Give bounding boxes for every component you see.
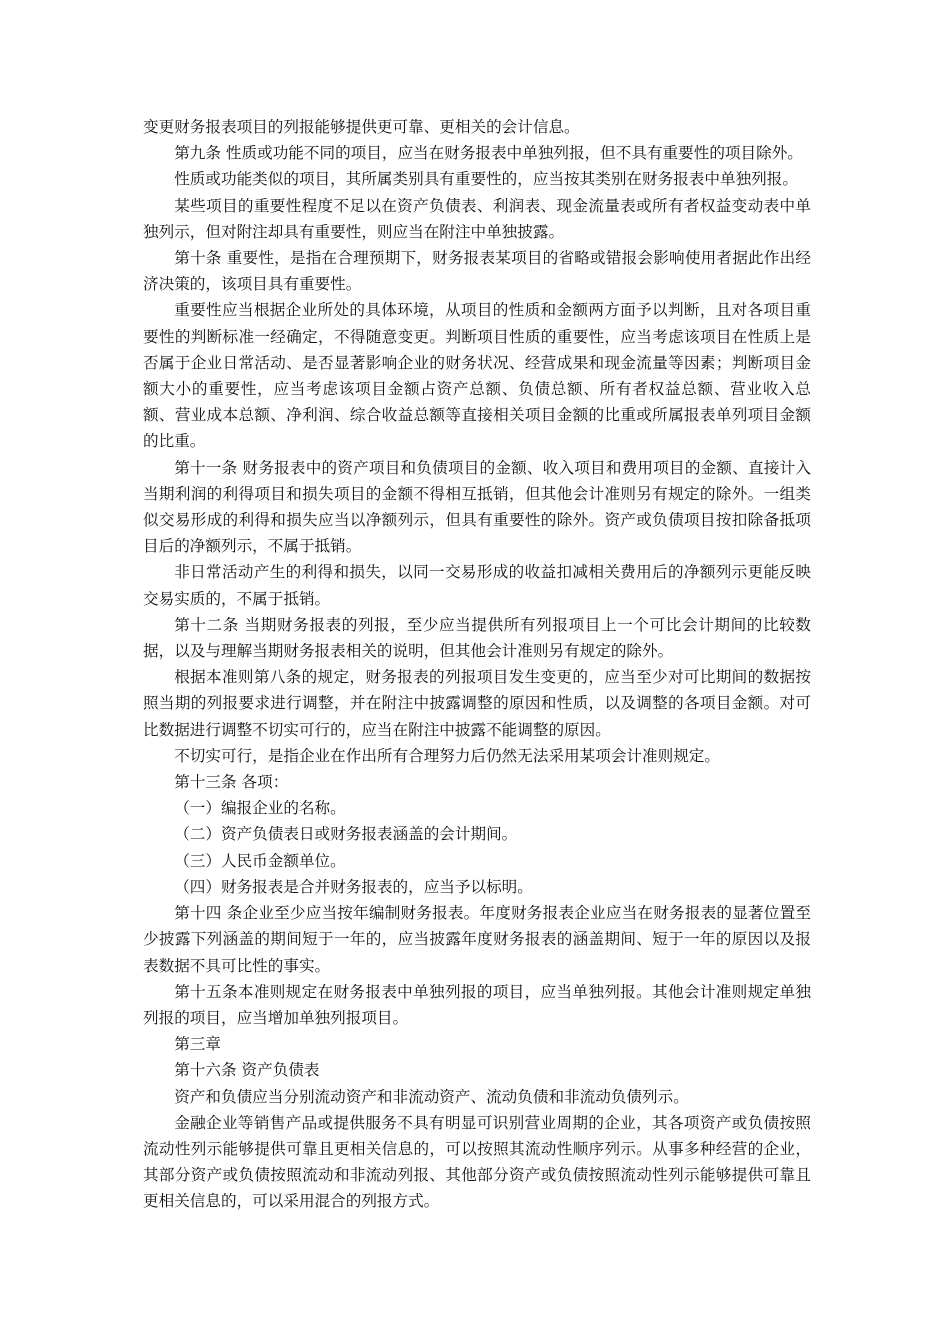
paragraph-article-14: 第十四 条企业至少应当按年编制财务报表。年度财务报表企业应当在财务报表的显著位置至少披露下列涵盖的期间短于一年的，应当披露年度财务报表的涵盖期间、短于一年的原因以及报表数据不具可比性的事实。 [143,904,811,975]
section-heading: 第十六条 资产负债表 [174,1061,320,1080]
list-item: （二）资产负债表日或财务报表涵盖的会计期间。 [174,825,518,844]
paragraph: 根据本准则第八条的规定，财务报表的列报项目发生变更的，应当至少对可比期间的数据按照当期的列报要求进行调整，并在附注中披露调整的原因和性质，以及调整的各项目金额。对可比数据进行调整不切实可行的，应当在附注中披露不能调整的原因。 [143,668,811,739]
chapter-heading: 第三章 [174,1035,221,1054]
paragraph-continuation: 变更财务报表项目的列报能够提供更可靠、更相关的会计信息。 [143,118,580,136]
paragraph: 金融企业等销售产品或提供服务不具有明显可识别营业周期的企业，其各项资产或负债按照流动性列示能够提供可靠且更相关信息的，可以按照其流动性顺序列示。从事多种经营的企业，其部分资产或负债按照流动和非流动列报、其他部分资产或负债按照流动性列示能够提供可靠且更相关信息的，可以采用混合的列报方式。 [143,1113,811,1211]
list-item: （一）编报企业的名称。 [174,799,346,818]
list-item: （三）人民币金额单位。 [174,851,346,870]
paragraph-article-13: 第十三条 各项： [174,773,289,792]
paragraph: 非日常活动产生的利得和损失，以同一交易形成的收益扣减相关费用后的净额列示更能反映交易实质的，不属于抵销。 [143,563,811,608]
paragraph-article-15: 第十五条本准则规定在财务报表中单独列报的项目，应当单独列报。其他会计准则规定单独列报的项目，应当增加单独列报项目。 [143,982,811,1027]
paragraph: 不切实可行，是指企业在作出所有合理努力后仍然无法采用某项会计准则规定。 [174,746,720,765]
paragraph-article-11: 第十一条 财务报表中的资产项目和负债项目的金额、收入项目和费用项目的金额、直接计入当期利润的利得项目和损失项目的金额不得相互抵销，但其他会计准则另有规定的除外。一组类似交易形成的利得和损失应当以净额列示，但具有重要性的除外。资产或负债项目按扣除备抵项目后的净额列示，不属于抵销。 [143,458,811,556]
paragraph-article-10: 第十条 重要性，是指在合理预期下，财务报表某项目的省略或错报会影响使用者据此作出经济决策的，该项目具有重要性。 [143,249,811,294]
paragraph: 某些项目的重要性程度不足以在资产负债表、利润表、现金流量表或所有者权益变动表中单独列示，但对附注却具有重要性，则应当在附注中单独披露。 [143,196,811,241]
paragraph: 重要性应当根据企业所处的具体环境，从项目的性质和金额两方面予以判断，且对各项目重要性的判断标准一经确定，不得随意变更。判断项目性质的重要性，应当考虑该项目在性质上是否属于企业日常活动、是否显著影响企业的财务状况、经营成果和现金流量等因素；判断项目金额大小的重要性，应当考虑该项目金额占资产总额、负债总额、所有者权益总额、营业收入总额、营业成本总额、净利润、综合收益总额等直接相关项目金额的比重或所属报表单列项目金额的比重。 [143,301,811,451]
paragraph: 资产和负债应当分别流动资产和非流动资产、流动负债和非流动负债列示。 [174,1087,689,1106]
document-page [143,114,811,1215]
paragraph-article-9: 第九条 性质或功能不同的项目，应当在财务报表中单独列报，但不具有重要性的项目除外。 [174,144,803,163]
paragraph-article-12: 第十二条 当期财务报表的列报，至少应当提供所有列报项目上一个可比会计期间的比较数据，以及与理解当期财务报表相关的说明，但其他会计准则另有规定的除外。 [143,615,811,661]
paragraph: 性质或功能类似的项目，其所属类别具有重要性的，应当按其类别在财务报表中单独列报。 [174,170,798,189]
list-item: （四）财务报表是合并财务报表的，应当予以标明。 [174,877,533,896]
